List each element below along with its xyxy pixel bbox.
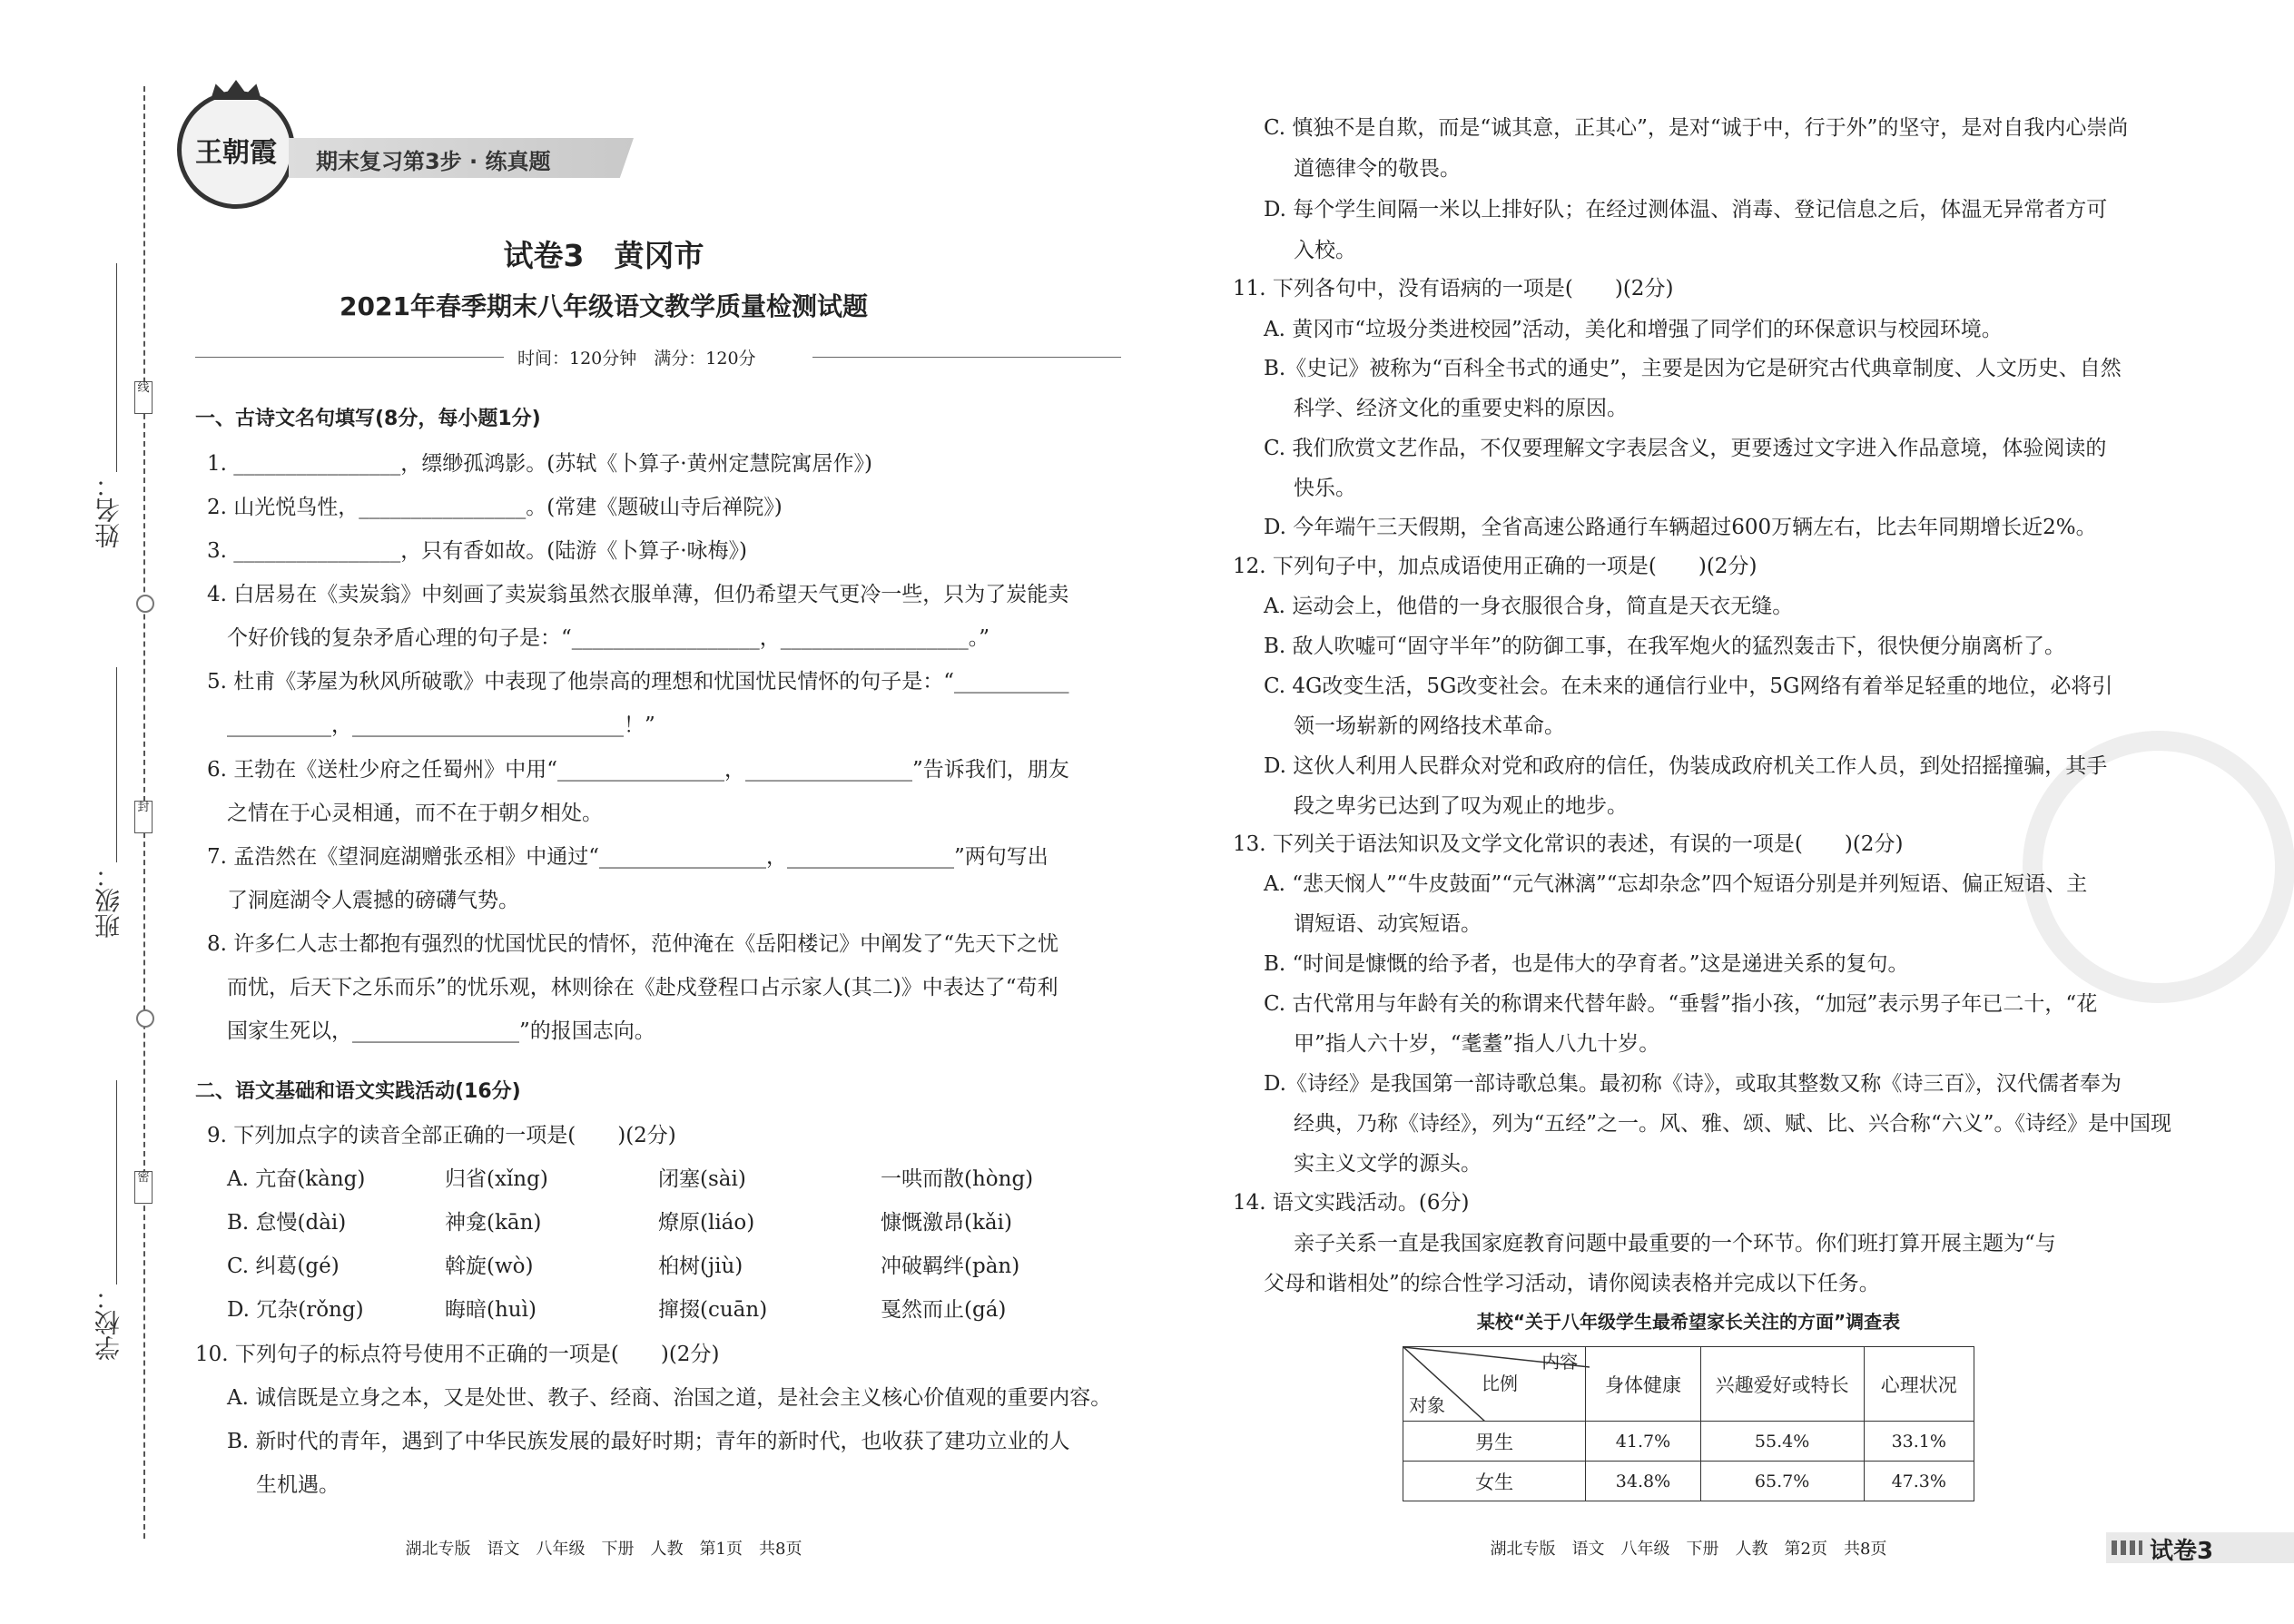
class-field[interactable] (116, 667, 117, 862)
q11-option-d: D. 今年端午三天假期，全省高速公路通行车辆超过600万辆左右，比去年同期增长近2%。 (1264, 516, 2097, 539)
table-cell: 41.7% (1586, 1422, 1700, 1462)
seal-char-feng: 封 (134, 801, 153, 833)
col-header-psych: 心理状况 (1864, 1347, 1974, 1422)
q9-stem: 9. 下列加点字的读音全部正确的一项是( )(2分) (207, 1124, 676, 1147)
q9-option-d2: 晦暗(huì) (445, 1298, 537, 1322)
q12-option-d1: D. 这伙人利用人民群众对党和政府的信任，伪装成政府机关工作人员，到处招摇撞骗，其手 (1264, 754, 2108, 778)
section-2-heading: 二、语文基础和语文实践活动(16分) (195, 1080, 521, 1103)
table-row (1403, 1422, 1974, 1462)
review-banner-text: 期末复习第3步 · 练真题 (316, 149, 551, 174)
q11-option-c1: C. 我们欣赏文艺作品，不仅要理解文字表层含义，更要透过文字进入作品意境，体验阅读的 (1264, 437, 2107, 460)
q9-option-a2: 归省(xǐng) (445, 1167, 548, 1191)
footer-right: 湖北专版 语文 八年级 下册 人教 第2页 共8页 (1490, 1540, 1887, 1559)
seal-char-mi: 密 (134, 1171, 153, 1204)
row-label: 女生 (1403, 1462, 1586, 1501)
corner-ratio: 比例 (1482, 1373, 1518, 1394)
q12-option-c2: 领一场崭新的网络技术革命。 (1294, 714, 1565, 738)
q2: 2. 山光悦鸟性，________________。(常建《题破山寺后禅院》) (207, 496, 783, 519)
q8-line1: 8. 许多仁人志士都抱有强烈的忧国忧民的情怀，范仲淹在《岳阳楼记》中阐发了“先天下之忧 (207, 932, 1059, 956)
survey-table (1403, 1346, 1974, 1501)
q13-option-d1: D.《诗经》是我国第一部诗歌总集。最初称《诗》，或取其整数又称《诗三百》，汉代儒者奉为 (1264, 1072, 2122, 1096)
q9-option-c4: 冲破羁绊(pàn) (881, 1255, 1020, 1278)
q4-line1: 4. 白居易在《卖炭翁》中刻画了卖炭翁虽然衣服单薄，但仍希望天气更冷一些，只为了炭能卖 (207, 583, 1069, 606)
school-label: 学校： (94, 1284, 123, 1361)
q11-option-b1: B.《史记》被称为“百科全书式的通史”，主要是因为它是研究古代典章制度、人文历史、自然 (1264, 357, 2122, 380)
q9-option-c1: C. 纠葛(gé) (227, 1255, 340, 1278)
q9-option-b4: 慷慨激昂(kǎi) (881, 1211, 1012, 1235)
exam-meta: 时间：120分钟 满分：120分 (517, 349, 756, 369)
q13-option-c1: C. 古代常用与年龄有关的称谓来代替年龄。“垂髫”指小孩，“加冠”表示男子年已二十，“花 (1264, 992, 2098, 1016)
q10-option-d1: D. 每个学生间隔一米以上排好队；在经过测体温、消毒、登记信息之后，体温无异常者方可 (1264, 198, 2108, 221)
q13-option-a2: 谓短语、动宾短语。 (1294, 912, 1482, 936)
q14-intro-1: 亲子关系一直是我国家庭教育问题中最重要的一个环节。你们班打算开展主题为“与 (1294, 1232, 2056, 1255)
q8-line2: 而忧，后天下之乐而乐”的忧乐观，林则徐在《赴戍登程口占示家人(其二)》中表达了“苟利 (227, 976, 1058, 999)
q7-line1: 7. 孟浩然在《望洞庭湖赠张丞相》中通过“________________，________________”两句写出 (207, 845, 1049, 869)
meta-line-left (195, 357, 504, 358)
q13-option-d2: 经典，乃称《诗经》，列为“五经”之一。风、雅、颂、赋、比、兴合称“六义”。《诗经》是中国现 (1294, 1112, 2172, 1136)
section-1-heading: 一、古诗文名句填写(8分，每小题1分) (195, 408, 541, 430)
q4-line2: 个好价钱的复杂矛盾心理的句子是：“__________________，__________________。” (227, 626, 990, 650)
table-corner-cell (1403, 1347, 1586, 1422)
q6-line1: 6. 王勃在《送杜少府之任蜀州》中用“________________，________________”告诉我们，朋友 (207, 758, 1069, 782)
q12-option-b: B. 敌人吹嘘可“固守半年”的防御工事，在我军炮火的猛烈轰击下，很快便分崩离析了。 (1264, 635, 2066, 658)
q13-option-b: B. “时间是慷慨的给予者，也是伟大的孕育者。”这是递进关系的复句。 (1264, 952, 1909, 976)
table-cell: 33.1% (1864, 1422, 1974, 1462)
q13-stem: 13. 下列关于语法知识及文学文化常识的表述，有误的一项是( )(2分) (1233, 832, 1904, 856)
corner-object: 对象 (1409, 1394, 1445, 1416)
q12-stem: 12. 下列句子中，加点成语使用正确的一项是( )(2分) (1233, 555, 1757, 578)
q7-line2: 了洞庭湖令人震撼的磅礴气势。 (227, 889, 519, 912)
q10-option-b1: B. 新时代的青年，遇到了中华民族发展的最好时期；青年的新时代，也收获了建功立业的人 (227, 1430, 1070, 1453)
q10-stem: 10. 下列句子的标点符号使用不正确的一项是( )(2分) (195, 1343, 720, 1366)
q1: 1. ________________，缥缈孤鸿影。(苏轼《卜算子·黄州定慧院寓居作》) (207, 452, 873, 476)
q10-option-c1: C. 慎独不是自欺，而是“诚其意，正其心”，是对“诚于中，行于外”的坚守，是对自我内心崇尚 (1264, 116, 2129, 140)
footer-tag-dots (2112, 1540, 2142, 1555)
q9-option-b3: 燎原(liáo) (658, 1211, 755, 1235)
q5-line1: 5. 杜甫《茅屋为秋风所破歌》中表现了他崇高的理想和忧国忧民情怀的句子是：“___________ (207, 670, 1069, 694)
footer-left: 湖北专版 语文 八年级 下册 人教 第1页 共8页 (405, 1540, 802, 1559)
q14-stem: 14. 语文实践活动。(6分) (1233, 1191, 1470, 1215)
q9-option-b1: B. 怠慢(dài) (227, 1211, 347, 1235)
survey-table-title: 某校“关于八年级学生最希望家长关注的方面”调查表 (1476, 1311, 1901, 1333)
class-label: 班级： (94, 862, 123, 939)
q13-option-d3: 实主义文学的源头。 (1294, 1152, 1482, 1176)
q11-option-b2: 科学、经济文化的重要史料的原因。 (1294, 397, 1628, 420)
q9-option-d1: D. 冗杂(rǒng) (227, 1298, 364, 1322)
q12-option-c1: C. 4G改变生活，5G改变社会。在未来的通信行业中，5G网络有着举足轻重的地位，必将引 (1264, 674, 2113, 698)
q13-option-a1: A. “悲天悯人”“牛皮鼓面”“元气淋漓”“忘却杂念”四个短语分别是并列短语、偏正短语、主 (1264, 872, 2088, 896)
school-field[interactable] (116, 1080, 117, 1284)
name-label: 姓名： (94, 472, 123, 548)
q9-option-b2: 神龛(kān) (445, 1211, 542, 1235)
table-cell: 47.3% (1864, 1462, 1974, 1501)
q11-option-a: A. 黄冈市“垃圾分类进校园”活动，美化和增强了同学们的环保意识与校园环境。 (1264, 318, 2003, 341)
q9-option-a4: 一哄而散(hòng) (881, 1167, 1034, 1191)
crown-icon (211, 80, 261, 100)
q9-option-d4: 戛然而止(gá) (881, 1298, 1007, 1322)
q10-option-c2: 道德律令的敬畏。 (1294, 157, 1461, 181)
q9-option-a3: 闭塞(sài) (658, 1167, 746, 1191)
meta-line-right (812, 357, 1121, 358)
q10-option-a: A. 诚信既是立身之本，又是处世、教子、经商、治国之道，是社会主义核心价值观的重要内容。 (227, 1386, 1112, 1410)
row-label: 男生 (1403, 1422, 1586, 1462)
table-cell: 34.8% (1586, 1462, 1700, 1501)
brand-logo (177, 91, 295, 209)
q11-option-c2: 快乐。 (1294, 477, 1356, 500)
table-cell: 55.4% (1700, 1422, 1864, 1462)
q13-option-c2: 甲”指人六十岁，“耄耋”指人八九十岁。 (1294, 1032, 1660, 1056)
q9-option-a1: A. 亢奋(kàng) (227, 1167, 366, 1191)
q11-stem: 11. 下列各句中，没有语病的一项是( )(2分) (1233, 277, 1674, 300)
logo-text: 王朝霞 (195, 137, 277, 169)
seal-char-xian: 线 (134, 381, 153, 414)
col-header-health: 身体健康 (1586, 1347, 1700, 1422)
paper-title: 试卷3 黄冈市 (503, 238, 704, 273)
q5-line2: __________，__________________________！” (227, 714, 655, 737)
q10-option-d2: 入校。 (1294, 239, 1356, 262)
q10-option-b2: 生机遇。 (256, 1473, 340, 1497)
q12-option-d2: 段之卑劣已达到了叹为观止的地步。 (1294, 794, 1628, 818)
q12-option-a: A. 运动会上，他借的一身衣服很合身，简直是天衣无缝。 (1264, 595, 1794, 618)
binding-ring-2 (136, 1009, 154, 1028)
q6-line2: 之情在于心灵相通，而不在于朝夕相处。 (227, 802, 603, 825)
binding-ring-1 (136, 595, 154, 613)
q9-option-d3: 撺掇(cuān) (658, 1298, 768, 1322)
q9-option-c3: 桕树(jiù) (658, 1255, 743, 1278)
q8-line3: 国家生死以，________________”的报国志向。 (227, 1019, 655, 1043)
table-row (1403, 1462, 1974, 1501)
paper-subtitle: 2021年春季期末八年级语文教学质量检测试题 (340, 291, 868, 321)
corner-content: 内容 (1541, 1351, 1579, 1373)
q9-option-c2: 斡旋(wò) (445, 1255, 534, 1278)
table-cell: 65.7% (1700, 1462, 1864, 1501)
footer-tag: 试卷3 (2150, 1538, 2214, 1565)
q3: 3. ________________，只有香如故。(陆游《卜算子·咏梅》) (207, 539, 748, 563)
q14-intro-2: 父母和谐相处”的综合性学习活动，请你阅读表格并完成以下任务。 (1264, 1272, 1880, 1295)
col-header-hobby: 兴趣爱好或特长 (1700, 1347, 1864, 1422)
